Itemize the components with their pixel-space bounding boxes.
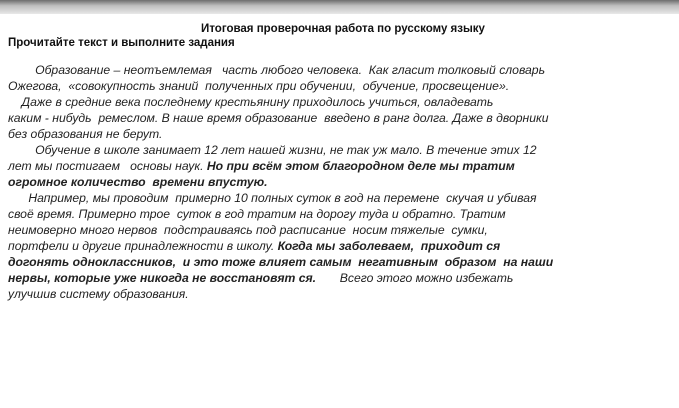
text-body <box>8 62 672 302</box>
text-line <box>8 222 672 238</box>
text-line <box>8 190 672 206</box>
text-line <box>8 286 672 302</box>
task-instruction: Прочитайте текст и выполните задания <box>8 37 235 49</box>
text-line <box>8 238 672 254</box>
text-segment: неимоверно много нервов подстраиваясь под расписание носим тяжелые сумки, <box>8 223 488 237</box>
document-page <box>8 22 672 302</box>
text-segment: без образования не берут. <box>8 127 163 141</box>
window-top-edge <box>0 0 679 14</box>
bold-text-segment: нервы, которые уже никогда не восстановят ся. <box>8 271 317 285</box>
text-segment: Обучение в школе занимает 12 лет нашей жизни, не так уж мало. В течение этих 12 <box>8 143 537 157</box>
text-line <box>8 94 672 110</box>
bold-text-segment: Когда мы заболеваем, приходит ся <box>277 239 501 253</box>
text-line <box>8 110 672 126</box>
text-segment: Даже в средние века последнему крестьянину приходилось учиться, овладевать <box>8 95 494 109</box>
text-line <box>8 62 672 78</box>
text-line <box>8 126 672 142</box>
text-line <box>8 254 672 270</box>
text-segment: своё время. Примерно трое суток в год тратим на дорогу туда и обратно. Тратим <box>8 207 506 221</box>
bold-text-segment: Но при всём этом благородном деле мы тратим <box>206 159 515 173</box>
text-line <box>8 78 672 94</box>
text-line <box>8 206 672 222</box>
text-segment: улучшив систему образования. <box>8 287 189 301</box>
text-segment: Всего этого можно избежать <box>316 271 514 285</box>
bold-text-segment: догонять одноклассников, и это тоже влияет самым негативным образом на наши <box>8 255 554 269</box>
document-title: Итоговая проверочная работа по русскому языку <box>201 23 485 35</box>
text-segment: портфели и другие принадлежности в школу. <box>8 239 278 253</box>
text-line <box>8 174 672 190</box>
text-line <box>8 142 672 158</box>
text-segment: Ожегова, «совокупность знаний полученных при обучении, обучение, просвещение». <box>8 79 510 93</box>
text-segment: Образование – неотъемлемая часть любого человека. Как гласит толковый словарь <box>8 63 545 77</box>
text-segment: каким - нибудь ремеслом. В наше время образование введено в ранг долга. Даже в дворники <box>8 111 549 125</box>
bold-text-segment: огромное количество времени впустую. <box>8 175 268 189</box>
text-line <box>8 158 672 174</box>
text-segment: Например, мы проводим примерно 10 полных суток в год на перемене скучая и убивая <box>8 191 537 205</box>
text-segment: лет мы постигаем основы наук. <box>8 159 207 173</box>
text-line <box>8 270 672 286</box>
